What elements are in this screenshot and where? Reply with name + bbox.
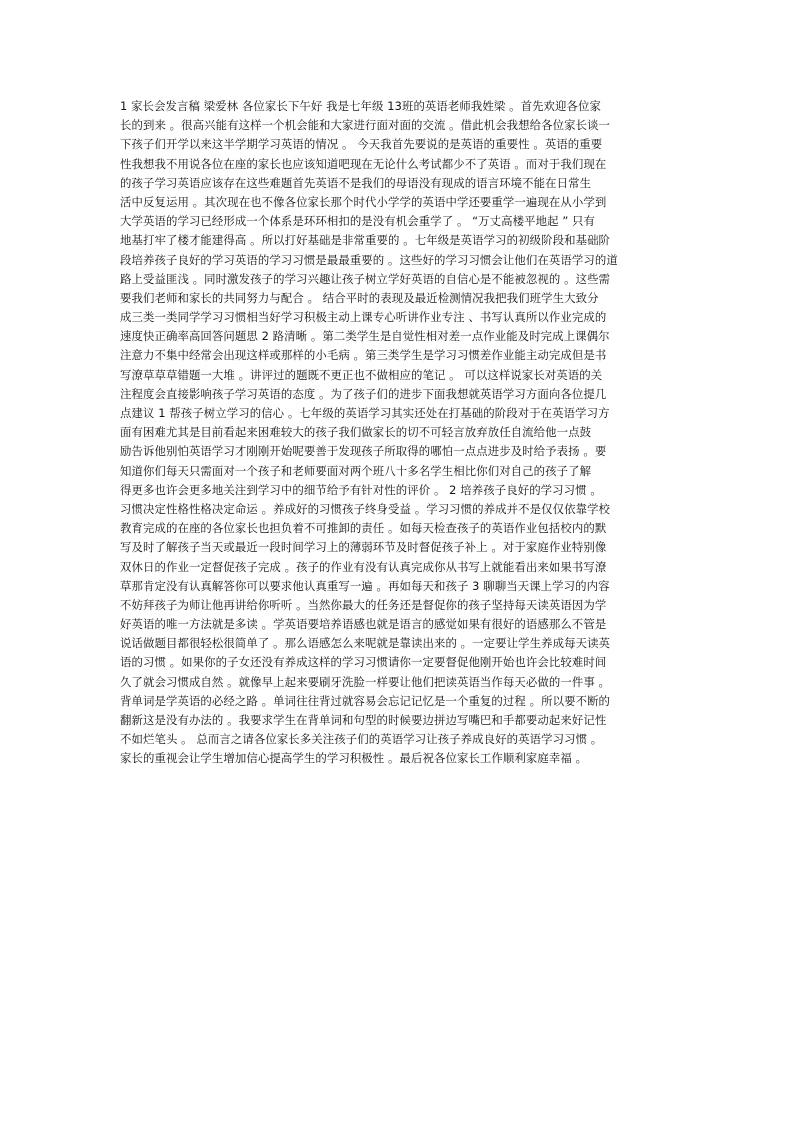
text-line: 写及时了解孩子当天或最近一段时间学习上的薄弱环节及时督促孩子补上 。对于家庭作业特别像	[120, 540, 607, 555]
text-line: 写潦草草草错题一大堆 。讲评过的题既不更正也不做相应的笔记 。 可以这样说家长对英语的关	[120, 367, 603, 382]
text-line: 不如烂笔头 。 总而言之请各位家长多关注孩子们的英语学习让孩子养成良好的英语学习习惯 。	[120, 732, 603, 747]
text-line: 注程度会直接影响孩子学习英语的态度 。为了孩子们的进步下面我想就英语学习方面向各位提几	[120, 386, 607, 401]
text-line: 久了就会习惯成自然 。就像早上起来要刷牙洗脸一样要让他们把读英语当作每天必做的一件事 。	[120, 674, 611, 689]
text-line: 注意力不集中经常会出现这样或那样的小毛病 。第三类学生是学习习惯差作业能主动完成但是书	[120, 348, 607, 363]
text-line: 励告诉他别怕英语学习才刚刚开始呢要善于发现孩子所取得的哪怕一点点进步及时给予表扬 。要	[120, 444, 607, 459]
text-line: 草那肯定没有认真解答你可以要求他认真重写一遍 。再如每天和孩子 3 聊聊当天课上学习的内容	[120, 578, 610, 593]
text-line: 段培养孩子良好的学习英语的学习习惯是最最重要的 。这些好的学习习惯会让他们在英语学习的道	[120, 252, 618, 267]
text-line: 成三类一类同学学习习惯相当好学习积极主动上课专心听讲作业专注 、书写认真所以作业完成的	[120, 310, 607, 325]
text-line: 好英语的唯一方法就是多读 。学英语要培养语感也就是语言的感觉如果有很好的语感那么不管是	[120, 617, 607, 632]
text-line: 家长的重视会让学生增加信心提高学生的学习积极性 。最后祝各位家长工作顺利家庭幸福 。	[120, 751, 588, 766]
text-line: 不妨拜孩子为师让他再讲给你听听 。当然你最大的任务还是督促你的孩子坚持每天读英语因为学	[120, 597, 607, 612]
text-line: 翻新这是没有办法的 。我要求学生在背单词和句型的时候要边拼边写嘴巴和手都要动起来好记性	[120, 713, 607, 727]
text-line: 1 家长会发言稿 梁爱林 各位家长下午好 我是七年级 13班的英语老师我姓梁 。首先欢迎各位家	[120, 99, 602, 113]
text-line: 得更多也许会更多地关注到学习中的细节给予有针对性的评价 。 2 培养孩子良好的学习习惯 。	[120, 482, 602, 497]
text-line: 长的到来 。很高兴能有这样一个机会能和大家进行面对面的交流 。借此机会我想给各位家长谈一	[120, 118, 611, 133]
text-line: 的孩子学习英语应该存在这些难题首先英语不是我们的母语没有现成的语言环境不能在日常生	[120, 175, 592, 190]
text-line: 双休日的作业一定督促孩子完成 。孩子的作业有没有认真完成你从书写上就能看出来如果书写潦	[120, 559, 607, 574]
text-line: 背单词是学英语的必经之路 。单词往往背过就容易会忘记记忆是一个重复的过程 。所以要不断的	[120, 693, 611, 708]
text-line: 大学英语的学习已经形成一个体系是环环相扣的是没有机会重学了 。 “万丈高楼平地起 ” 只有	[120, 214, 596, 229]
text-line: 速度快正确率高回答问题思 2 路清晰 。第二类学生是自觉性相对差一点作业能及时完成上课偶尔	[120, 329, 610, 344]
text-line: 点建议 1 帮孩子树立学习的信心 。七年级的英语学习其实还处在打基础的阶段对于在英语学习方	[120, 406, 610, 420]
text-line: 说话做题目都很轻松很简单了 。那么语感怎么来呢就是靠读出来的 。一定要让学生养成每天读英	[120, 636, 611, 651]
text-line: 下孩子们开学以来这半学期学习英语的情况 。 今天我首先要说的是英语的重要性 。英语的重要	[120, 137, 603, 152]
text-line: 要我们老师和家长的共同努力与配合 。 结合平时的表现及最近检测情况我把我们班学生大致分	[120, 290, 599, 305]
speech-body	[120, 97, 690, 769]
text-line: 活中反复运用 。其次现在也不像各位家长那个时代小学学的英语中学还要重学一遍现在从小学到	[120, 194, 607, 209]
text-line: 路上受益匪浅 。同时激发孩子的学习兴趣让孩子树立学好英语的自信心是不能被忽视的 。这些需	[120, 271, 611, 286]
text-line: 性我想我不用说各位在座的家长也应该知道吧现在无论什么考试都少不了英语 。而对于我们现在	[120, 156, 607, 171]
text-line: 习惯决定性格性格决定命运 。养成好的习惯孩子终身受益 。学习习惯的养成并不是仅仅依靠学校	[120, 501, 611, 516]
text-line: 地基打牢了楼才能建得高 。所以打好基础是非常重要的 。七年级是英语学习的初级阶段和基础阶	[120, 233, 611, 248]
text-line: 面有困难尤其是目前看起来困难较大的孩子我们做家长的切不可轻言放弃放任自流给他一点鼓	[120, 425, 592, 440]
text-line: 教育完成的在座的各位家长也担负着不可推卸的责任 。如每天检查孩子的英语作业包括校内的默	[120, 521, 607, 536]
text-line: 知道你们每天只需面对一个孩子和老师要面对两个班八十多名学生相比你们对自己的孩子了解	[120, 463, 592, 478]
text-line: 语的习惯 。如果你的子女还没有养成这样的学习习惯请你一定要督促他刚开始也许会比较难时间	[120, 655, 607, 670]
